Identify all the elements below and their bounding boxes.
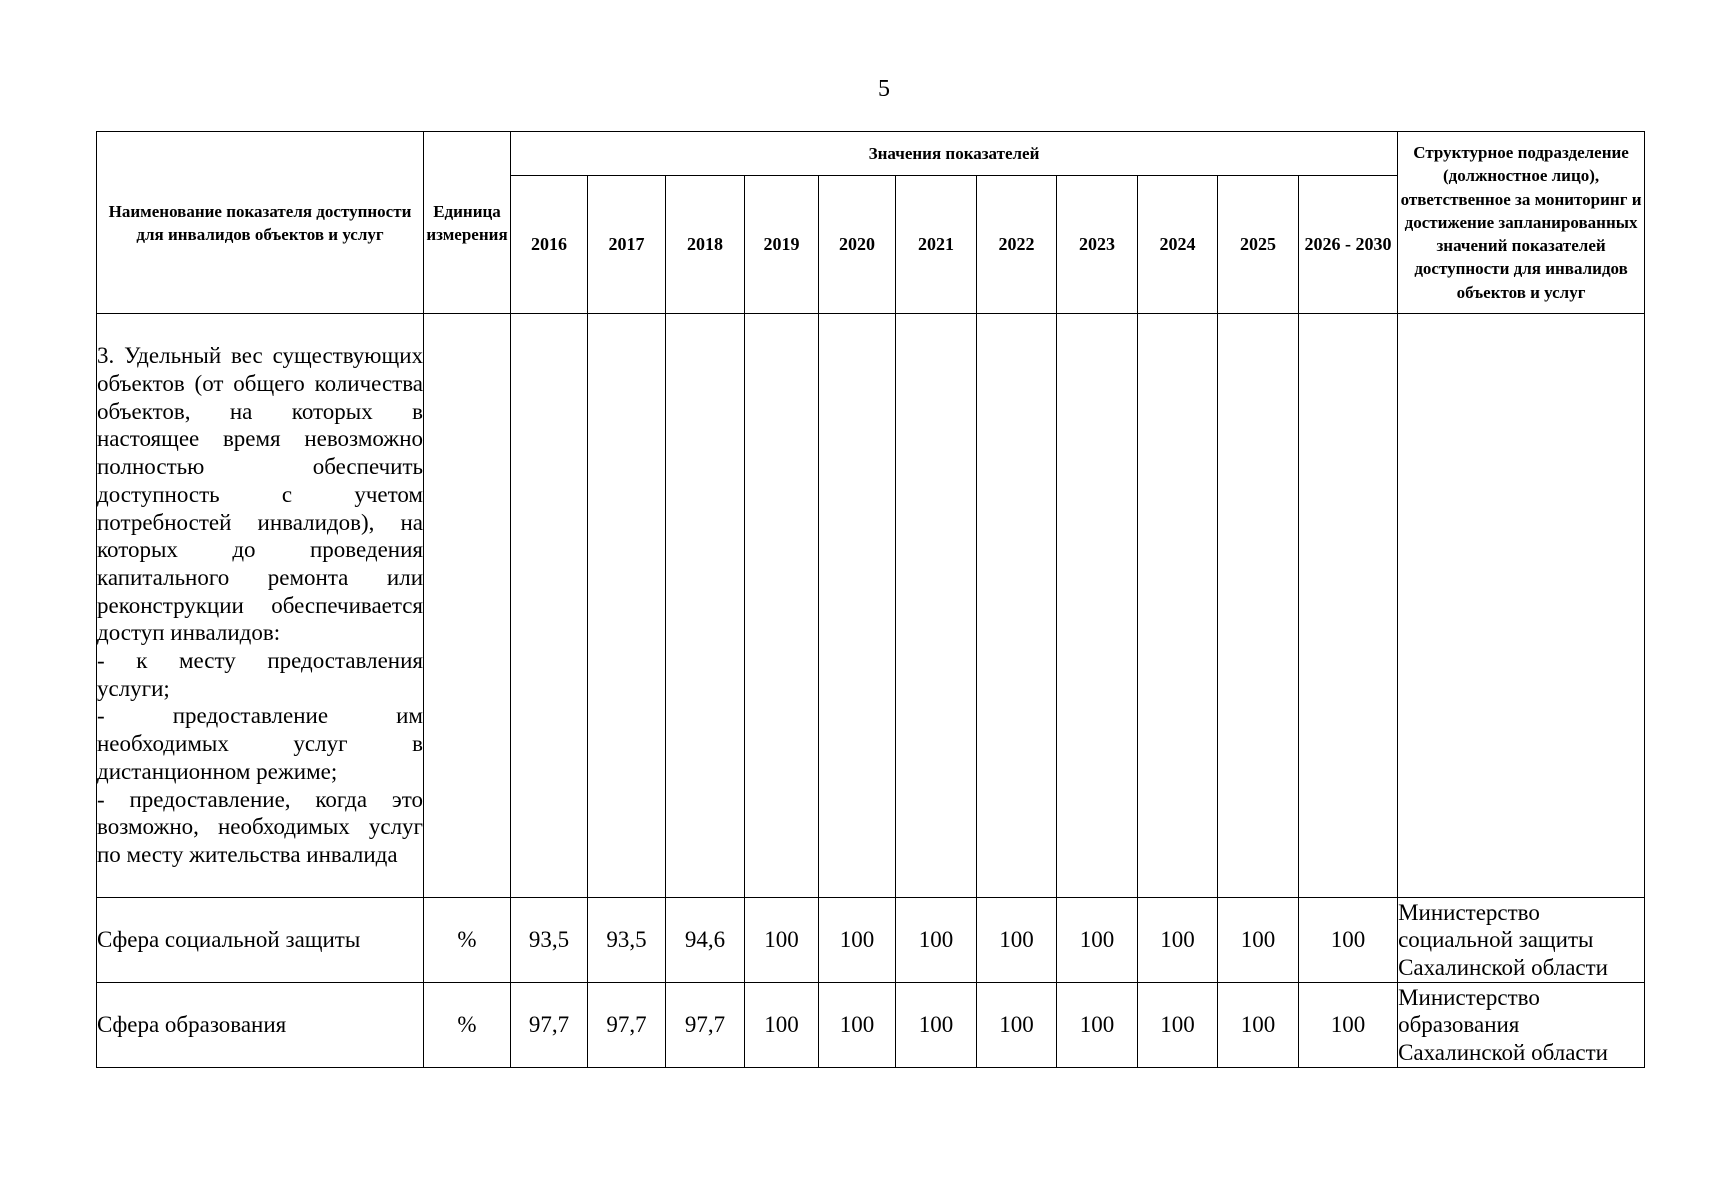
value-cell: 100 — [819, 898, 896, 983]
row-department: Министерство социальной защиты Сахалинской области — [1398, 898, 1645, 983]
value-cell: 100 — [745, 983, 819, 1068]
description-row — [97, 314, 1645, 898]
value-cell: 100 — [1218, 898, 1299, 983]
header-year: 2019 — [745, 176, 819, 314]
header-year: 2023 — [1057, 176, 1138, 314]
value-cell: 100 — [745, 898, 819, 983]
value-cell: 100 — [819, 983, 896, 1068]
header-unit: Единица измерения — [424, 132, 511, 314]
empty-cell — [745, 314, 819, 898]
value-cell: 97,7 — [511, 983, 588, 1068]
value-cell: 100 — [1057, 898, 1138, 983]
empty-cell — [511, 314, 588, 898]
value-cell: 93,5 — [588, 898, 666, 983]
value-cell: 100 — [1057, 983, 1138, 1068]
header-row-1 — [97, 132, 1645, 176]
header-year: 2026 - 2030 — [1299, 176, 1398, 314]
value-cell: 97,7 — [666, 983, 745, 1068]
header-year: 2018 — [666, 176, 745, 314]
empty-cell — [1138, 314, 1218, 898]
empty-cell — [896, 314, 977, 898]
description-item: - предоставление им необходимых услуг в дистанционном режиме; — [97, 703, 423, 784]
header-indicator-name: Наименование показателя доступности для инвалидов объектов и услуг — [97, 132, 424, 314]
value-cell: 100 — [1218, 983, 1299, 1068]
value-cell: 100 — [896, 983, 977, 1068]
header-year: 2016 — [511, 176, 588, 314]
value-cell: 97,7 — [588, 983, 666, 1068]
value-cell: 100 — [977, 983, 1057, 1068]
header-year: 2021 — [896, 176, 977, 314]
table-row — [97, 983, 1645, 1068]
description-item: - к месту предоставления услуги; — [97, 648, 423, 701]
header-year: 2020 — [819, 176, 896, 314]
value-cell: 100 — [1138, 898, 1218, 983]
value-cell: 94,6 — [666, 898, 745, 983]
page-number: 5 — [878, 76, 890, 102]
row-department: Министерство образования Сахалинской области — [1398, 983, 1645, 1068]
header-year: 2024 — [1138, 176, 1218, 314]
row-unit: % — [424, 898, 511, 983]
indicator-description — [97, 314, 424, 898]
header-year: 2017 — [588, 176, 666, 314]
empty-cell — [588, 314, 666, 898]
row-name: Сфера социальной защиты — [97, 898, 424, 983]
empty-cell — [1299, 314, 1398, 898]
empty-cell — [666, 314, 745, 898]
value-cell: 100 — [977, 898, 1057, 983]
header-year: 2022 — [977, 176, 1057, 314]
value-cell: 93,5 — [511, 898, 588, 983]
empty-cell — [1218, 314, 1299, 898]
description-intro: 3. Удельный вес существующих объектов (от общего количества объектов, на которых в настоящее время невозможно полностью обеспечить доступность с учетом потребностей инвалидов), на которых до проведения капитального ремонта или реконструкции обеспечивается доступ инвалидов: — [97, 343, 423, 646]
indicators-table — [96, 131, 1645, 1068]
value-cell: 100 — [896, 898, 977, 983]
empty-cell — [819, 314, 896, 898]
value-cell: 100 — [1299, 983, 1398, 1068]
table-row — [97, 898, 1645, 983]
row-unit: % — [424, 983, 511, 1068]
row-name: Сфера образования — [97, 983, 424, 1068]
value-cell: 100 — [1138, 983, 1218, 1068]
empty-cell — [1398, 314, 1645, 898]
empty-cell — [424, 314, 511, 898]
empty-cell — [1057, 314, 1138, 898]
header-department: Структурное подразделение (должностное лицо), ответственное за мониторинг и достижение запланированных значений показателей доступности для инвалидов объектов и услуг — [1398, 132, 1645, 314]
empty-cell — [977, 314, 1057, 898]
header-values-group: Значения показателей — [511, 132, 1398, 176]
header-year: 2025 — [1218, 176, 1299, 314]
value-cell: 100 — [1299, 898, 1398, 983]
description-item: - предоставление, когда это возможно, необходимых услуг по месту жительства инвалида — [97, 786, 423, 867]
